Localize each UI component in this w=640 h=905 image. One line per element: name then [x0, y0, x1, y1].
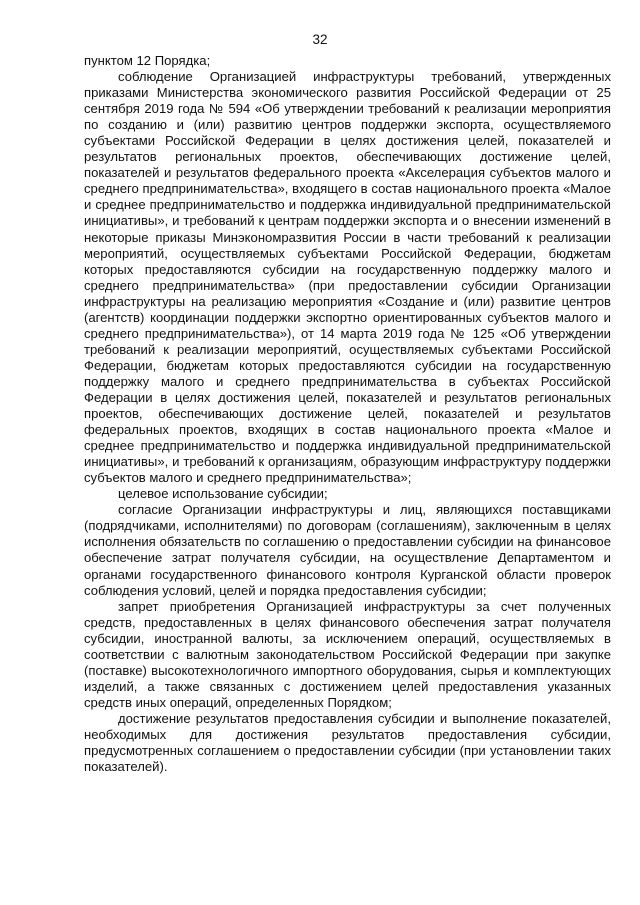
- paragraph-inspection-consent: согласие Организации инфраструктуры и лиц, являющихся поставщиками (подрядчиками, исполнителями) по договорам (соглашениям), заключенным в целях исполнения обязательств по соглашению о предоставлении субсидии на финансовое обеспечение затрат получателя субсидии, на осуществление Департаментом и органами государственного финансового контроля Курганской области проверок соблюдения условий, целей и порядка предоставления субсидии;: [84, 502, 611, 598]
- paragraph-continuation: пунктом 12 Порядка;: [84, 53, 211, 68]
- paragraph-target-use: целевое использование субсидии;: [118, 486, 328, 502]
- paragraph-requirements-compliance: соблюдение Организацией инфраструктуры требований, утвержденных приказами Министерства экономического развития Российской Федерации от 25 сентября 2019 года № 594 «Об утверждении требований к реализации мероприятия по созданию и (или) развитию центров поддержки экспорта, осуществляемого субъектами Российской Федерации в целях достижения целей, показателей и результатов региональных проектов, обеспечивающих достижение целей, показателей и результатов федерального проекта «Акселерация субъектов малого и среднего предпринимательства», входящего в состав национального проекта «Малое и среднее предпринимательство и поддержка индивидуальной предпринимательской инициативы», и требований к центрам поддержки экспорта и о внесении изменений в некоторые приказы Минэкономразвития России в части требований к реализации мероприятий, осуществляемых субъектами Российской Федерации, бюджетам которых предоставляются субсидии на государственную поддержку малого и среднего предпринимательства» (при предоставлении субсидии Организации инфраструктуры на реализацию мероприятия «Создание и (или) развитие центров (агентств) координации поддержки экспортно ориентированных субъектов малого и среднего предпринимательства»), от 14 марта 2019 года № 125 «Об утверждении требований к реализации мероприятий, осуществляемых субъектами Российской Федерации, бюджетам которых предоставляются субсидии на государственную поддержку малого и среднего предпринимательства в субъектах Российской Федерации в целях достижения целей, показателей и результатов региональных проектов, обеспечивающих достижение целей, показателей и результатов федеральных проектов, входящих в состав национального проекта «Малое и среднее предпринимательство и поддержка индивидуальной предпринимательской инициативы», и требований к организациям, образующим инфраструктуру поддержки субъектов малого и среднего предпринимательства»;: [84, 69, 611, 486]
- paragraph-results-achievement: достижение результатов предоставления субсидии и выполнение показателей, необходимых для достижения результатов предоставления субсидии, предусмотренных соглашением о предоставлении субсидии (при установлении таких показателей).: [84, 710, 611, 775]
- page-number: 32: [312, 32, 328, 47]
- paragraph-currency-prohibition: запрет приобретения Организацией инфраструктуры за счет полученных средств, предоставленных в целях финансового обеспечения затрат получателя субсидии, иностранной валюты, за исключением операций, осуществляемых в соответствии с валютным законодательством Российской Федерации при закупке (поставке) высокотехнологичного импортного оборудования, сырья и комплектующих изделий, а также связанных с достижением целей предоставления указанных средств иных операций, определенных Порядком;: [84, 598, 611, 710]
- document-body: [84, 53, 611, 775]
